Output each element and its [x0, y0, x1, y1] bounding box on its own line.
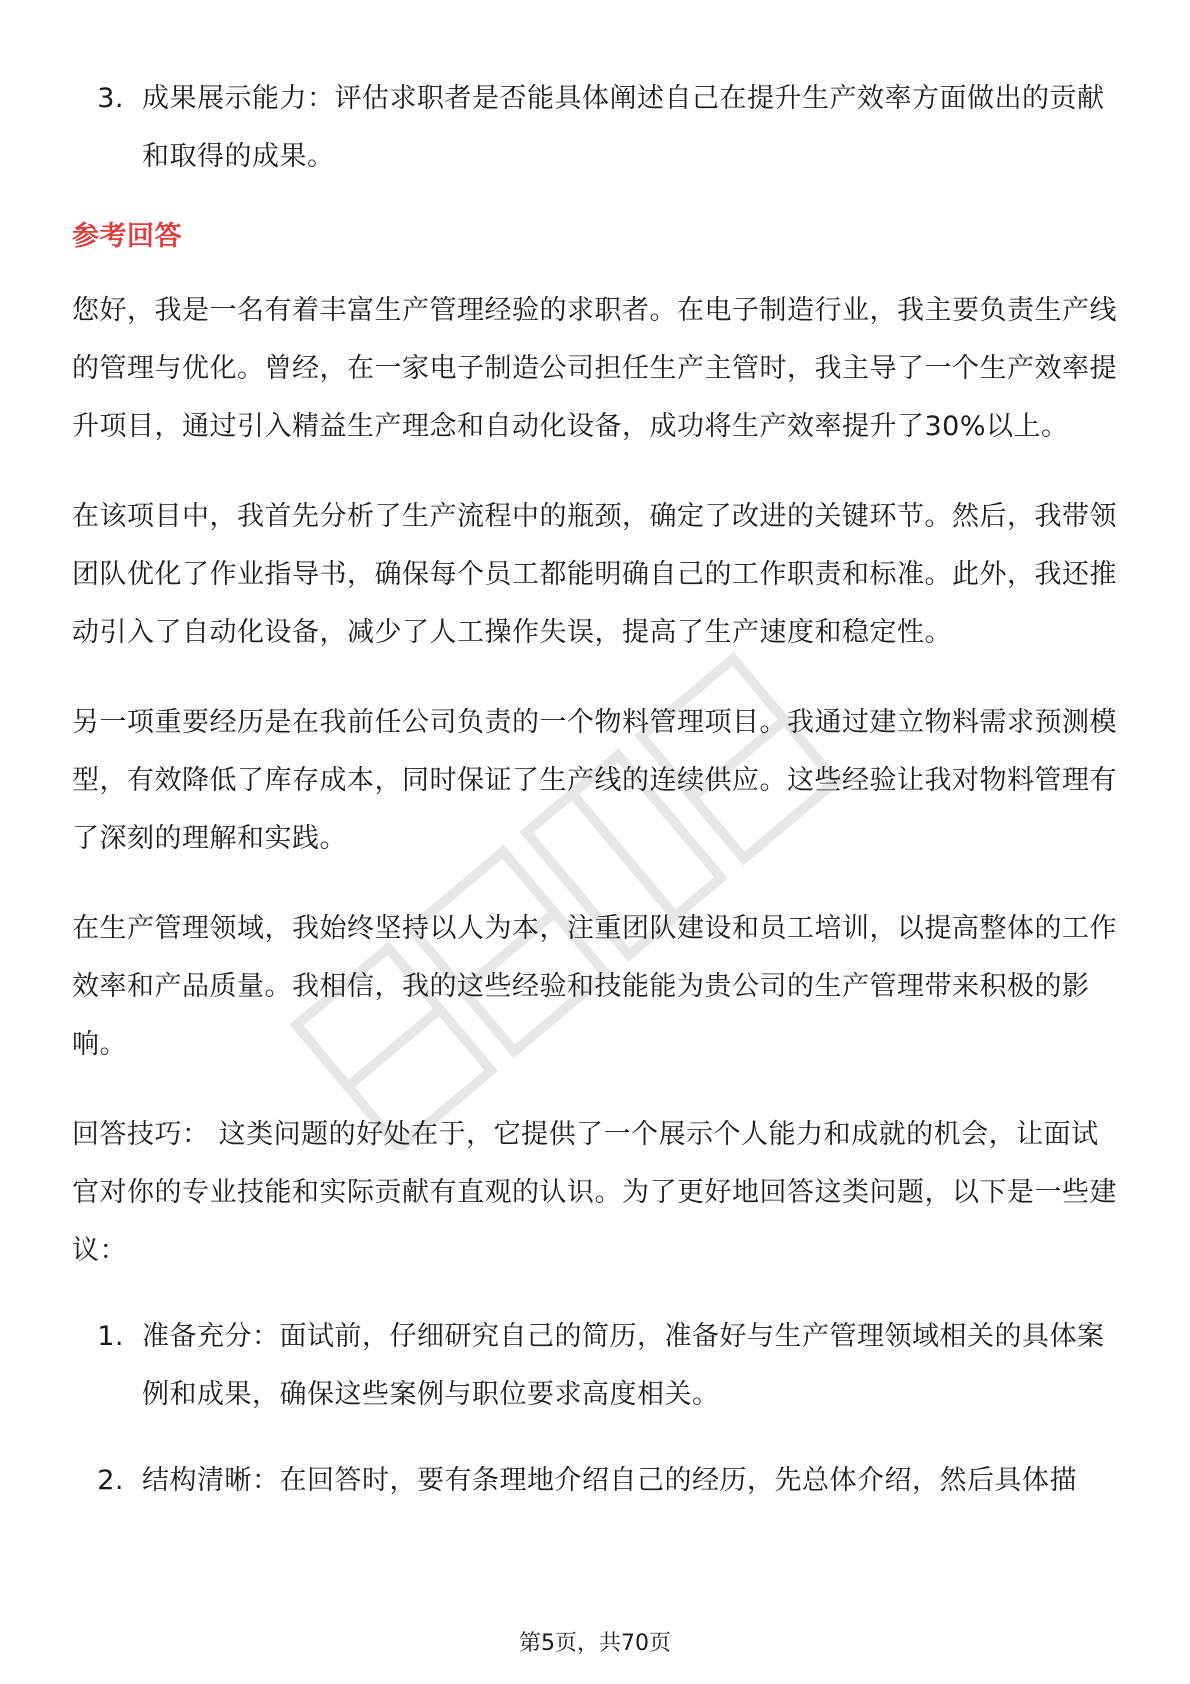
list-number: 2.	[97, 1465, 124, 1496]
list-text: 成果展示能力：评估求职者是否能具体阐述自己在提升生产效率方面做出的贡献和取得的成果。	[142, 83, 1105, 172]
list-text: 结构清晰：在回答时，要有条理地介绍自己的经历，先总体介绍，然后具体描	[142, 1465, 1077, 1496]
document-body	[72, 70, 1122, 1510]
tip-item-2	[72, 1452, 1122, 1510]
answer-paragraph-1: 您好，我是一名有着丰富生产管理经验的求职者。在电子制造行业，我主要负责生产线的管理与优化。曾经，在一家电子制造公司担任生产主管时，我主导了一个生产效率提升项目，通过引入精益生产理念和自动化设备，成功将生产效率提升了30%以上。	[72, 295, 1117, 442]
answer-paragraph-4: 在生产管理领域，我始终坚持以人为本，注重团队建设和员工培训，以提高整体的工作效率和产品质量。我相信，我的这些经验和技能能为贵公司的生产管理带来积极的影响。	[72, 913, 1117, 1060]
section-heading-reference-answer: 参考回答	[72, 221, 182, 252]
list-number: 3.	[97, 83, 124, 114]
tip-item-1	[72, 1308, 1122, 1424]
answer-tips-intro: 回答技巧： 这类问题的好处在于，它提供了一个展示个人能力和成就的机会，让面试官对你的专业技能和实际贡献有直观的认识。为了更好地回答这类问题，以下是一些建议：	[72, 1119, 1117, 1266]
page-footer: 第5页，共70页	[519, 1631, 671, 1656]
criteria-item-3	[72, 70, 1122, 186]
answer-paragraph-3: 另一项重要经历是在我前任公司负责的一个物料管理项目。我通过建立物料需求预测模型，有效降低了库存成本，同时保证了生产线的连续供应。这些经验让我对物料管理有了深刻的理解和实践。	[72, 707, 1117, 854]
answer-paragraph-2: 在该项目中，我首先分析了生产流程中的瓶颈，确定了改进的关键环节。然后，我带领团队优化了作业指导书，确保每个员工都能明确自己的工作职责和标准。此外，我还推动引入了自动化设备，减少了人工操作失误，提高了生产速度和稳定性。	[72, 501, 1117, 648]
list-number: 1.	[97, 1321, 124, 1352]
list-text: 准备充分：面试前，仔细研究自己的简历，准备好与生产管理领域相关的具体案例和成果，确保这些案例与职位要求高度相关。	[142, 1321, 1105, 1410]
